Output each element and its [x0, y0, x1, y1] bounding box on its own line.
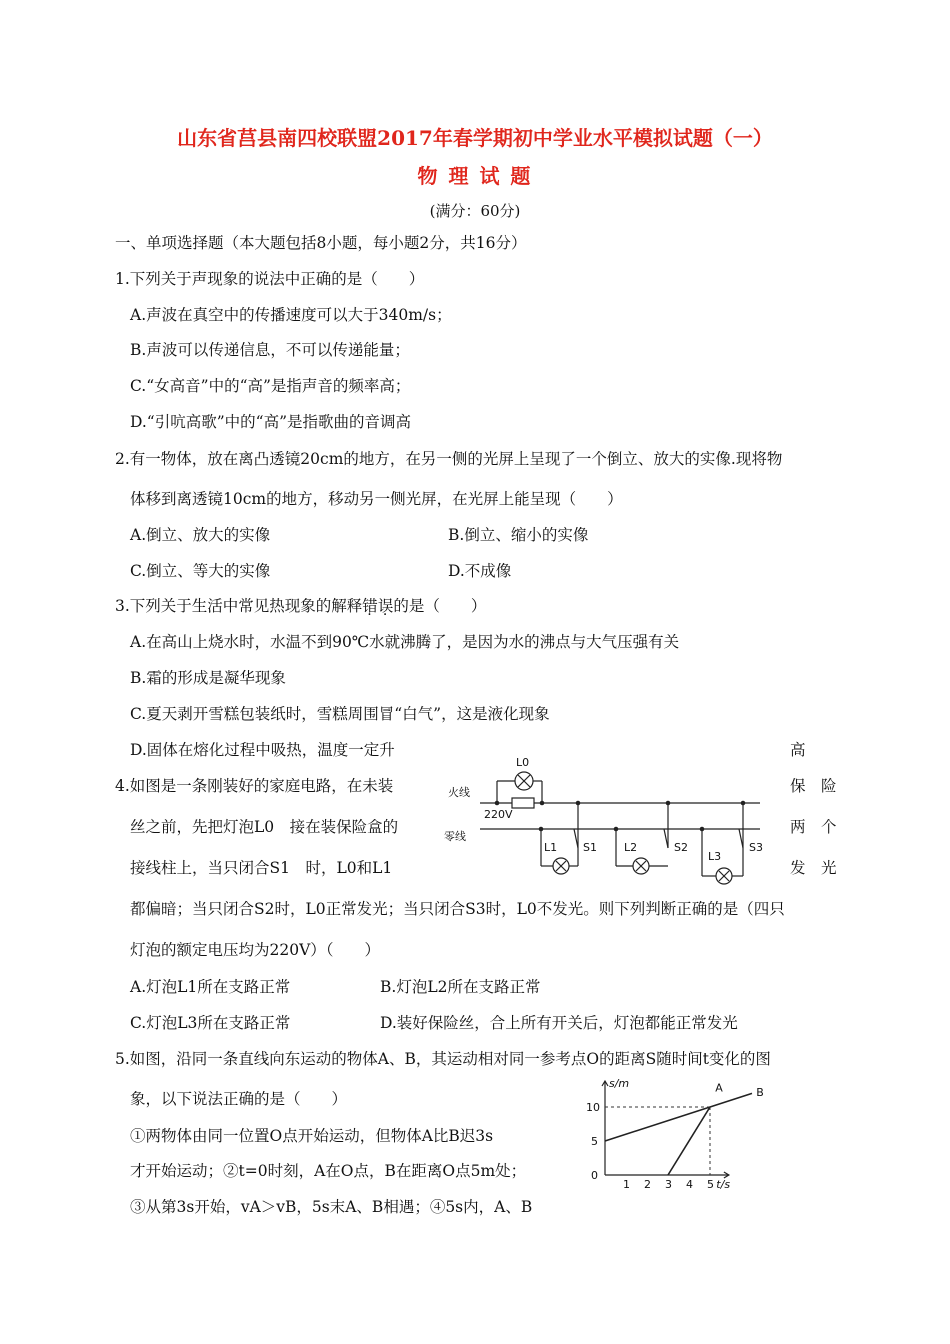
q2-option-a: A.倒立、放大的实像: [130, 526, 271, 544]
section-heading: 一、单项选择题（本大题包括8小题，每小题2分，共16分）: [115, 234, 527, 252]
q3-option-b: B.霜的形成是凝华现象: [130, 669, 286, 687]
q3-stem: [115, 596, 486, 616]
q4-option-b: B.灯泡L2所在支路正常: [380, 978, 541, 996]
x-tick-label: 5: [707, 1178, 714, 1191]
y-axis-label: s/m: [609, 1077, 630, 1090]
q4-line4: 都偏暗；当只闭合S2时，L0正常发光；当只闭合S3时，L0不发光。则下列判断正确的是（四只: [130, 900, 785, 918]
q3-stem-pre: 3.下列关于生活中常见热现象的解释: [115, 597, 363, 615]
q3-emphasis-1: 错: [362, 597, 378, 615]
q2-stem-line2: 体移到离透镜10cm的地方，移动另一侧光屏，在光屏上能呈现（ ）: [130, 490, 623, 508]
switch-s3-label: S3: [749, 841, 763, 854]
q4-option-a: A.灯泡L1所在支路正常: [130, 978, 291, 996]
x-tick-label: 2: [644, 1178, 651, 1191]
distance-time-graph: [580, 1075, 780, 1195]
q4-line3: 接线柱上，当只闭合S1 时，L0和L1: [130, 859, 393, 877]
q3-option-a: A.在高山上烧水时，水温不到90℃水就沸腾了，是因为水的沸点与大气压强有关: [130, 633, 680, 651]
q2-stem-line1: 2.有一物体，放在离凸透镜20cm的地方，在另一侧的光屏上呈现了一个倒立、放大的实像.现将物: [115, 450, 783, 468]
y-tick-label: 10: [586, 1101, 600, 1114]
switch-s2-label: S2: [674, 841, 688, 854]
q1-option-d: D.“引吭高歌”中的“高”是指歌曲的音调高: [130, 413, 411, 431]
q2-option-c: C.倒立、等大的实像: [130, 562, 271, 580]
lamp-l0-label: L0: [516, 756, 530, 769]
q5-statement-1-2: 才开始运动；②t=0时刻，A在O点，B在距离O点5m处；: [130, 1162, 527, 1180]
q3-option-c: C.夏天剥开雪糕包装纸时，雪糕周围冒“白气”，这是液化现象: [130, 705, 550, 723]
live-wire-label: 火线: [448, 786, 470, 799]
q3-emphasis-2: 误: [377, 597, 394, 615]
x-tick-label: 3: [665, 1178, 672, 1191]
q1-stem: 1.下列关于声现象的说法中正确的是（ ）: [115, 270, 425, 288]
q4-line2: 丝之前，先把灯泡L0 接在装保险盒的: [130, 818, 399, 836]
x-axis-label: t/s: [716, 1178, 731, 1191]
y-tick-label: 0: [591, 1169, 598, 1182]
q2-option-b: B.倒立、缩小的实像: [448, 526, 589, 544]
series-B-line: [605, 1093, 752, 1141]
series-A-label: A: [715, 1081, 723, 1095]
q1-option-c: C.“女高音”中的“高”是指声音的频率高；: [130, 377, 411, 395]
lamp-l1-label: L1: [544, 841, 558, 854]
voltage-label: 220V: [484, 808, 513, 821]
q5-stem-line2: 象，以下说法正确的是（ ）: [130, 1090, 348, 1108]
q1-option-a: A.声波在真空中的传播速度可以大于340m/s；: [130, 306, 452, 324]
q5-statement-3-4: ③从第3s开始，vA＞vB，5s末A、B相遇；④5s内，A、B: [130, 1198, 533, 1216]
y-tick-label: 5: [591, 1135, 598, 1148]
x-tick-label: 4: [686, 1178, 693, 1191]
q4-line1-end: 保 险: [790, 777, 837, 795]
q3-option-d: D.固体在熔化过程中吸热，温度一定升: [130, 741, 395, 759]
q5-stem-line1: 5.如图，沿同一条直线向东运动的物体A、B，其运动相对同一参考点O的距离S随时间t变化的图: [115, 1050, 771, 1068]
q2-option-d: D.不成像: [448, 562, 512, 580]
q4-option-d: D.装好保险丝，合上所有开关后，灯泡都能正常发光: [380, 1014, 738, 1032]
series-A-line: [668, 1107, 710, 1175]
switch-s1-label: S1: [583, 841, 597, 854]
lamp-l3-label: L3: [708, 850, 722, 863]
q4-line2-end: 两 个: [790, 818, 837, 836]
series-B-label: B: [756, 1086, 764, 1100]
q3-stem-post: 的是（ ）: [393, 597, 487, 615]
q5-statement-1: ①两物体由同一位置O点开始运动，但物体A比B迟3s: [130, 1127, 494, 1145]
q1-option-b: B.声波可以传递信息，不可以传递能量；: [130, 341, 410, 359]
lamp-l2-label: L2: [624, 841, 638, 854]
neutral-wire-label: 零线: [444, 830, 466, 843]
q4-line1: 4.如图是一条刚装好的家庭电路，在未装: [115, 777, 394, 795]
q4-option-c: C.灯泡L3所在支路正常: [130, 1014, 291, 1032]
circuit-diagram: [440, 748, 775, 888]
score-note: (满分：60分): [429, 202, 521, 220]
page-subtitle: 物 理 试 题: [417, 164, 533, 188]
x-tick-label: 1: [623, 1178, 630, 1191]
q4-line3-end: 发 光: [790, 859, 837, 877]
q4-line5: 灯泡的额定电压均为220V）（ ）: [130, 941, 381, 959]
page-title: 山东省莒县南四校联盟2017年春学期初中学业水平模拟试题（一）: [177, 126, 773, 150]
q3-option-d-end: 高: [790, 741, 806, 759]
